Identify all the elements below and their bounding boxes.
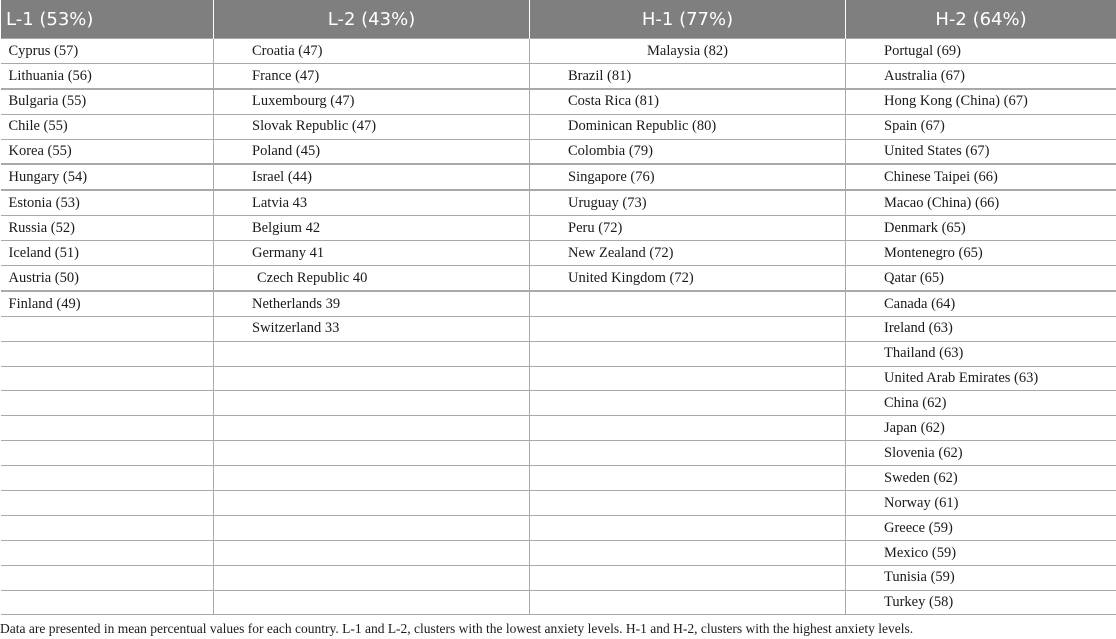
table-cell-h2: Qatar (65) — [846, 266, 1116, 291]
table-cell-l1: Chile (55) — [1, 114, 214, 139]
table-cell-h1: United Kingdom (72) — [530, 266, 846, 291]
table-cell-l2: France (47) — [214, 63, 530, 88]
table-row — [1, 366, 1116, 391]
table-cell-l1: Russia (52) — [1, 216, 214, 241]
table-cell-l2: Czech Republic 40 — [214, 266, 530, 291]
table-cell-h1: Brazil (81) — [530, 63, 846, 88]
table-cell-l1: Cyprus (57) — [1, 39, 214, 64]
table-cell-h1: Costa Rica (81) — [530, 89, 846, 114]
column-header-l1: L-1 (53%) — [1, 0, 214, 39]
table-cell-h1 — [530, 366, 846, 391]
table-row — [1, 39, 1116, 64]
table-cell-l2 — [214, 515, 530, 540]
table-cell-h2: Montenegro (65) — [846, 241, 1116, 266]
table-cell-l1 — [1, 341, 214, 366]
table-cell-l2: Netherlands 39 — [214, 291, 530, 316]
table-row — [1, 416, 1116, 441]
table-cell-h2: United States (67) — [846, 139, 1116, 164]
table-cell-h1 — [530, 316, 846, 341]
table-cell-l2 — [214, 366, 530, 391]
table-cell-l2 — [214, 590, 530, 615]
table-footnote: Data are presented in mean percentual values for each country. L-1 and L-2, clusters with the lowest anxiety levels. H-1 and H-2, clusters with the highest anxiety levels. — [0, 621, 914, 636]
table-row — [1, 491, 1116, 516]
table-cell-l2 — [214, 491, 530, 516]
table-cell-h2: Slovenia (62) — [846, 441, 1116, 466]
table-cell-l2: Germany 41 — [214, 241, 530, 266]
table-cell-l1 — [1, 590, 214, 615]
table-row — [1, 139, 1116, 164]
table-cell-l1 — [1, 565, 214, 590]
table-row — [1, 391, 1116, 416]
table-cell-l2 — [214, 416, 530, 441]
table-cell-h1 — [530, 590, 846, 615]
table-row — [1, 63, 1116, 88]
table-cell-l1 — [1, 441, 214, 466]
column-header-h1: H-1 (77%) — [530, 0, 846, 39]
table-row — [1, 341, 1116, 366]
table-cell-h2: Japan (62) — [846, 416, 1116, 441]
table-row — [1, 540, 1116, 565]
table-cell-l1 — [1, 540, 214, 565]
table-cell-l1: Austria (50) — [1, 266, 214, 291]
table-cell-h2: Turkey (58) — [846, 590, 1116, 615]
table-cell-l1: Bulgaria (55) — [1, 89, 214, 114]
table-body — [1, 39, 1116, 615]
table-cell-l1: Estonia (53) — [1, 190, 214, 215]
table-cell-l1: Finland (49) — [1, 291, 214, 316]
table-cell-h2: Tunisia (59) — [846, 565, 1116, 590]
table-cell-l1: Korea (55) — [1, 139, 214, 164]
table-row — [1, 291, 1116, 316]
table-row — [1, 164, 1116, 190]
header-row — [1, 0, 1116, 39]
table-cell-h2: Sweden (62) — [846, 466, 1116, 491]
table-cell-h1 — [530, 341, 846, 366]
table-cell-h1 — [530, 565, 846, 590]
table-row — [1, 114, 1116, 139]
table-cell-l1: Lithuania (56) — [1, 63, 214, 88]
table-cell-l2: Luxembourg (47) — [214, 89, 530, 114]
table-row — [1, 190, 1116, 215]
table-row — [1, 466, 1116, 491]
table-cell-l1 — [1, 466, 214, 491]
table-cell-l2 — [214, 391, 530, 416]
table-row — [1, 89, 1116, 114]
table-cell-h2: Canada (64) — [846, 291, 1116, 316]
table-cell-l2 — [214, 466, 530, 491]
table-row — [1, 590, 1116, 615]
table-cell-h1: Dominican Republic (80) — [530, 114, 846, 139]
table-cell-l2: Poland (45) — [214, 139, 530, 164]
table-cell-l1 — [1, 515, 214, 540]
table-cell-l1: Hungary (54) — [1, 164, 214, 190]
column-header-h2: H-2 (64%) — [846, 0, 1116, 39]
table-cell-h1 — [530, 515, 846, 540]
table-cell-l1 — [1, 391, 214, 416]
table-row — [1, 266, 1116, 291]
table-cell-h2: Norway (61) — [846, 491, 1116, 516]
table-cell-h2: Macao (China) (66) — [846, 190, 1116, 215]
table-cell-h2: Australia (67) — [846, 63, 1116, 88]
table-row — [1, 515, 1116, 540]
table-cell-h1 — [530, 540, 846, 565]
table-cell-h2: Chinese Taipei (66) — [846, 164, 1116, 190]
table-cell-l2 — [214, 565, 530, 590]
table-cell-l2 — [214, 341, 530, 366]
table-row — [1, 216, 1116, 241]
table-cell-l2: Slovak Republic (47) — [214, 114, 530, 139]
table-cell-h2: Spain (67) — [846, 114, 1116, 139]
table-cell-h2: Portugal (69) — [846, 39, 1116, 64]
table-cell-l1 — [1, 491, 214, 516]
column-header-l2: L-2 (43%) — [214, 0, 530, 39]
table-cell-h1: Colombia (79) — [530, 139, 846, 164]
table-cell-h1 — [530, 441, 846, 466]
table-cell-l1 — [1, 316, 214, 341]
table-cell-h1 — [530, 466, 846, 491]
table-cell-h2: Mexico (59) — [846, 540, 1116, 565]
table-cell-l2: Belgium 42 — [214, 216, 530, 241]
table-cell-l2: Croatia (47) — [214, 39, 530, 64]
table-cell-h2: United Arab Emirates (63) — [846, 366, 1116, 391]
table-cell-h2: China (62) — [846, 391, 1116, 416]
table-cell-l1 — [1, 416, 214, 441]
table-cell-h2: Ireland (63) — [846, 316, 1116, 341]
table-cell-h2: Hong Kong (China) (67) — [846, 89, 1116, 114]
table-cell-l1: Iceland (51) — [1, 241, 214, 266]
table-row — [1, 316, 1116, 341]
table-cell-h1 — [530, 416, 846, 441]
table-cell-h1: Singapore (76) — [530, 164, 846, 190]
table-row — [1, 241, 1116, 266]
table-cell-l2: Israel (44) — [214, 164, 530, 190]
table-cell-l2 — [214, 441, 530, 466]
table-cell-h1: New Zealand (72) — [530, 241, 846, 266]
table-row — [1, 565, 1116, 590]
table-cell-l2: Switzerland 33 — [214, 316, 530, 341]
table-cell-h1 — [530, 291, 846, 316]
table-cell-h1: Uruguay (73) — [530, 190, 846, 215]
table-cell-h2: Denmark (65) — [846, 216, 1116, 241]
table-header — [1, 0, 1116, 39]
table-cell-h1 — [530, 391, 846, 416]
table-cell-h1: Malaysia (82) — [530, 39, 846, 64]
table-row — [1, 441, 1116, 466]
table-cell-h1: Peru (72) — [530, 216, 846, 241]
table-cell-l1 — [1, 366, 214, 391]
table-cell-h2: Greece (59) — [846, 515, 1116, 540]
table-cell-l2 — [214, 540, 530, 565]
table-cell-h2: Thailand (63) — [846, 341, 1116, 366]
table-cell-h1 — [530, 491, 846, 516]
table-cell-l2: Latvia 43 — [214, 190, 530, 215]
